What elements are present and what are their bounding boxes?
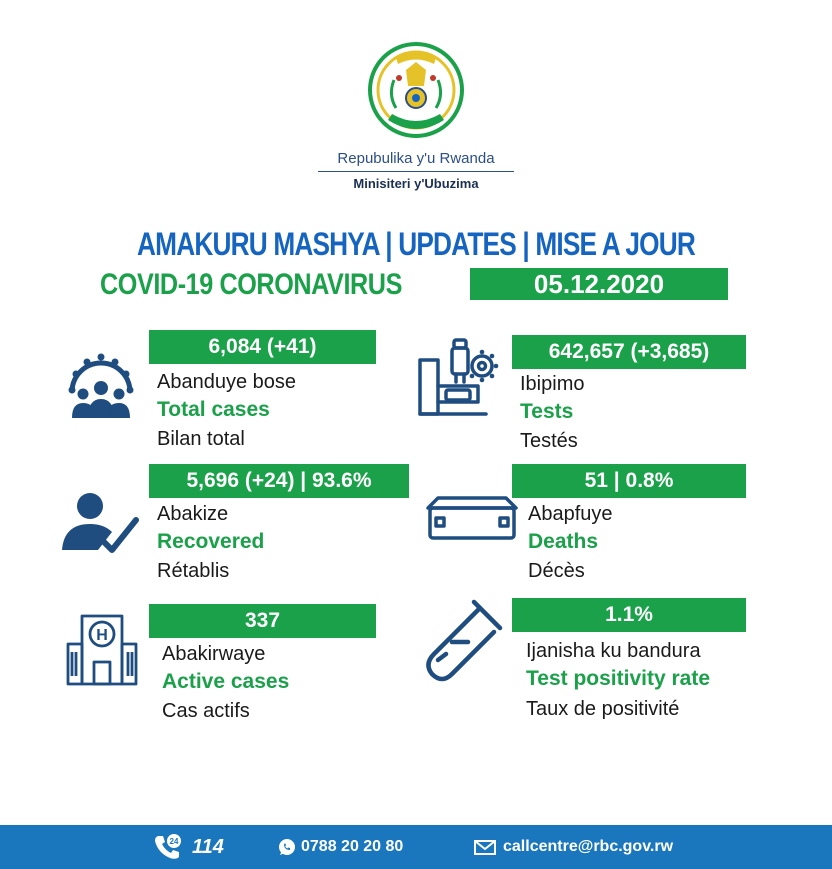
- tests-value: 642,657 (+3,685): [512, 335, 746, 369]
- active-cases-label-en: Active cases: [162, 670, 290, 693]
- divider: [318, 171, 514, 172]
- whatsapp-icon: [278, 838, 296, 856]
- email-address[interactable]: callcentre@rbc.gov.rw: [503, 838, 674, 855]
- deaths-label-fr: Décès: [528, 560, 585, 582]
- recovered-label-rw: Abakize: [157, 503, 229, 525]
- mail-icon: [474, 840, 496, 855]
- deaths-value: 51 | 0.8%: [512, 464, 746, 498]
- date-badge: 05.12.2020: [470, 268, 728, 300]
- positivity-label-fr: Taux de positivité: [526, 698, 680, 720]
- user-check-icon: [60, 490, 140, 556]
- phone-icon: [152, 833, 184, 861]
- hotline-badge: 24: [169, 837, 179, 846]
- tests-label-rw: Ibipimo: [520, 373, 585, 395]
- hospital-icon: [64, 614, 140, 686]
- deaths-label-en: Deaths: [528, 530, 599, 553]
- active-cases-value: 337: [149, 604, 376, 638]
- total-cases-label-rw: Abanduye bose: [157, 371, 297, 393]
- recovered-value: 5,696 (+24) | 93.6%: [149, 464, 409, 498]
- tests-label-fr: Testés: [520, 430, 578, 452]
- hotline-number[interactable]: 114: [192, 836, 224, 858]
- svg-text:H: H: [96, 627, 108, 644]
- total-cases-label-en: Total cases: [157, 398, 270, 421]
- positivity-label-en: Test positivity rate: [526, 667, 710, 690]
- page-subtitle: COVID-19 CORONAVIRUS: [100, 268, 402, 301]
- recovered-label-fr: Rétablis: [157, 560, 230, 582]
- test-tube-icon: [416, 598, 504, 686]
- deaths-label-rw: Abapfuye: [528, 503, 613, 525]
- whatsapp-number[interactable]: 0788 20 20 80: [301, 838, 404, 855]
- recovered-label-en: Recovered: [157, 530, 265, 553]
- contact-footer: [0, 825, 832, 869]
- coffin-icon: [424, 494, 520, 542]
- total-cases-value: 6,084 (+41): [149, 330, 376, 364]
- total-cases-label-fr: Bilan total: [157, 428, 245, 450]
- tests-label-en: Tests: [520, 400, 574, 423]
- microscope-icon: [416, 338, 500, 420]
- active-cases-label-fr: Cas actifs: [162, 700, 250, 722]
- positivity-value: 1.1%: [512, 598, 746, 632]
- ministry-name: Minisiteri y'Ubuzima: [353, 176, 479, 191]
- page-title: AMAKURU MASHYA | UPDATES | MISE A JOUR: [137, 226, 695, 262]
- positivity-label-rw: Ijanisha ku bandura: [526, 640, 701, 662]
- active-cases-label-rw: Abakirwaye: [162, 643, 266, 665]
- coat-of-arms-seal: [366, 40, 466, 140]
- people-virus-icon: [66, 350, 136, 420]
- republic-name: Repubulika y'u Rwanda: [337, 150, 495, 167]
